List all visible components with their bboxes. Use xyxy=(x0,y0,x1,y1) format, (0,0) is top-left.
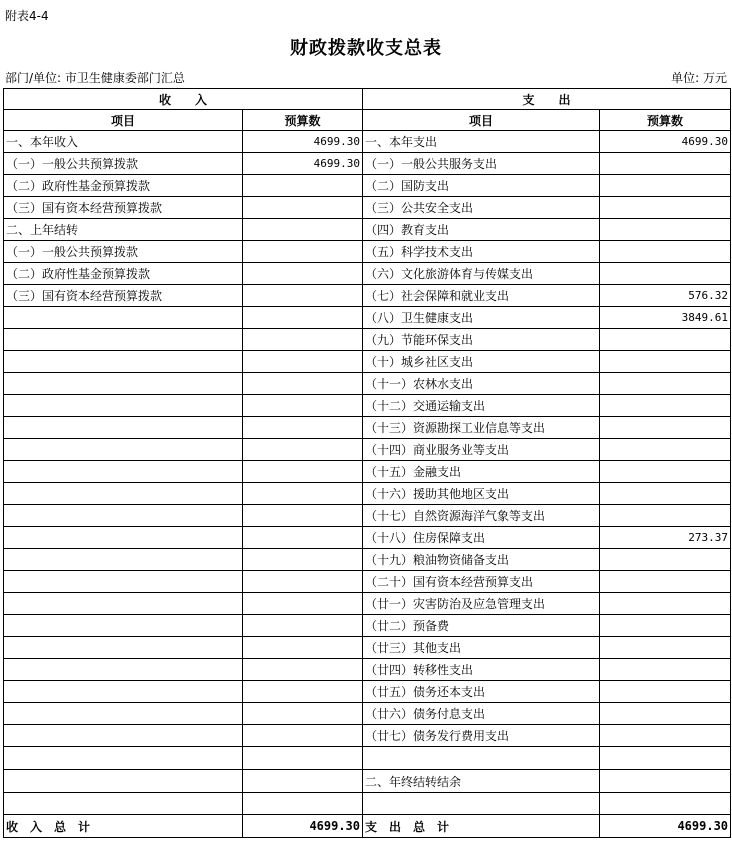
table-row xyxy=(4,615,731,637)
income-item-cell xyxy=(4,703,243,725)
income-value-cell xyxy=(243,615,363,637)
income-value-cell xyxy=(243,241,363,263)
income-item-cell xyxy=(4,329,243,351)
income-value-cell xyxy=(243,461,363,483)
table-row xyxy=(4,793,731,815)
expense-value-cell: 3849.61 xyxy=(600,307,731,329)
expense-item-cell: （廿六）债务付息支出 xyxy=(363,703,600,725)
income-item-cell xyxy=(4,351,243,373)
income-value-cell xyxy=(243,329,363,351)
table-row xyxy=(4,131,731,153)
expense-item-cell: 一、本年支出 xyxy=(363,131,600,153)
expense-value-cell xyxy=(600,329,731,351)
expense-value-cell xyxy=(600,175,731,197)
expense-value-cell xyxy=(600,461,731,483)
income-value-cell xyxy=(243,351,363,373)
expense-value-cell xyxy=(600,351,731,373)
expense-value-cell xyxy=(600,153,731,175)
expense-value-cell xyxy=(600,241,731,263)
expense-item-cell: （十八）住房保障支出 xyxy=(363,527,600,549)
expense-item-cell: （廿一）灾害防治及应急管理支出 xyxy=(363,593,600,615)
expense-value-cell: 4699.30 xyxy=(600,131,731,153)
expense-item-cell: （十三）资源勘探工业信息等支出 xyxy=(363,417,600,439)
expense-value-cell: 576.32 xyxy=(600,285,731,307)
income-item-cell xyxy=(4,527,243,549)
income-value-cell xyxy=(243,637,363,659)
income-item-cell: （一）一般公共预算拨款 xyxy=(4,241,243,263)
table-row xyxy=(4,571,731,593)
expense-value-cell xyxy=(600,417,731,439)
income-item-cell xyxy=(4,793,243,815)
expense-item-cell: （廿二）预备费 xyxy=(363,615,600,637)
table-row xyxy=(4,263,731,285)
income-value-cell xyxy=(243,793,363,815)
expense-item-cell: （四）教育支出 xyxy=(363,219,600,241)
expense-item-cell: （廿三）其他支出 xyxy=(363,637,600,659)
income-value-cell xyxy=(243,505,363,527)
income-value-cell xyxy=(243,770,363,793)
income-value-cell xyxy=(243,747,363,770)
table-row xyxy=(4,747,731,770)
expense-value-cell xyxy=(600,770,731,793)
income-value-cell xyxy=(243,725,363,747)
income-item-cell: （三）国有资本经营预算拨款 xyxy=(4,285,243,307)
expense-value-cell xyxy=(600,615,731,637)
table-row xyxy=(4,153,731,175)
income-item-cell xyxy=(4,659,243,681)
expense-item-cell: （二）国防支出 xyxy=(363,175,600,197)
table-row xyxy=(4,439,731,461)
income-item-cell xyxy=(4,439,243,461)
expense-item-cell: （一）一般公共服务支出 xyxy=(363,153,600,175)
expense-item-cell: （廿七）债务发行费用支出 xyxy=(363,725,600,747)
income-item-cell xyxy=(4,483,243,505)
income-value-cell: 4699.30 xyxy=(243,153,363,175)
expense-item-cell: （十）城乡社区支出 xyxy=(363,351,600,373)
expense-value-cell xyxy=(600,681,731,703)
income-value-cell xyxy=(243,307,363,329)
income-value-cell xyxy=(243,681,363,703)
expense-item-cell: （十二）交通运输支出 xyxy=(363,395,600,417)
table-row xyxy=(4,505,731,527)
income-item-cell xyxy=(4,681,243,703)
income-item-cell xyxy=(4,725,243,747)
income-item-cell xyxy=(4,770,243,793)
expense-value-cell xyxy=(600,439,731,461)
expense-value-cell xyxy=(600,549,731,571)
income-value-cell xyxy=(243,285,363,307)
expense-value-cell xyxy=(600,725,731,747)
expense-item-cell: （三）公共安全支出 xyxy=(363,197,600,219)
table-row xyxy=(4,307,731,329)
income-item-cell xyxy=(4,461,243,483)
expense-item-cell: （廿五）债务还本支出 xyxy=(363,681,600,703)
income-item-cell: 一、本年收入 xyxy=(4,131,243,153)
expense-item-cell: （十九）粮油物资储备支出 xyxy=(363,549,600,571)
table-row xyxy=(4,417,731,439)
income-value-cell xyxy=(243,549,363,571)
totals-row xyxy=(4,815,731,838)
expense-item-cell: （七）社会保障和就业支出 xyxy=(363,285,600,307)
table-row xyxy=(4,351,731,373)
expense-item-cell: （八）卫生健康支出 xyxy=(363,307,600,329)
expense-item-cell: （五）科学技术支出 xyxy=(363,241,600,263)
income-value-cell xyxy=(243,175,363,197)
expense-item-cell: （九）节能环保支出 xyxy=(363,329,600,351)
table-row xyxy=(4,703,731,725)
income-value-cell xyxy=(243,703,363,725)
expense-value-cell xyxy=(600,593,731,615)
income-value-cell xyxy=(243,417,363,439)
expense-item-cell: （六）文化旅游体育与传媒支出 xyxy=(363,263,600,285)
table-row xyxy=(4,373,731,395)
expense-value-cell xyxy=(600,637,731,659)
income-item-cell xyxy=(4,549,243,571)
income-value-cell xyxy=(243,527,363,549)
income-item-cell xyxy=(4,571,243,593)
table-row xyxy=(4,659,731,681)
income-item-cell xyxy=(4,747,243,770)
income-value-cell xyxy=(243,373,363,395)
expense-item-header: 项目 xyxy=(363,110,600,131)
expense-value-cell xyxy=(600,373,731,395)
expense-item-cell xyxy=(363,793,600,815)
income-value-cell xyxy=(243,263,363,285)
income-item-cell: （一）一般公共预算拨款 xyxy=(4,153,243,175)
expense-value-cell xyxy=(600,747,731,770)
unit-label: 单位: 万元 xyxy=(671,71,727,85)
table-row xyxy=(4,197,731,219)
income-budget-header: 预算数 xyxy=(243,110,363,131)
table-row xyxy=(4,770,731,793)
expense-item-cell: （十六）援助其他地区支出 xyxy=(363,483,600,505)
income-item-cell xyxy=(4,417,243,439)
expense-value-cell xyxy=(600,483,731,505)
table-row xyxy=(4,483,731,505)
table-row xyxy=(4,219,731,241)
table-row xyxy=(4,549,731,571)
group-header-row xyxy=(4,89,731,110)
expense-item-cell: （十四）商业服务业等支出 xyxy=(363,439,600,461)
expense-value-cell xyxy=(600,793,731,815)
table-row xyxy=(4,461,731,483)
income-item-cell: （三）国有资本经营预算拨款 xyxy=(4,197,243,219)
expense-budget-header: 预算数 xyxy=(600,110,731,131)
expense-item-cell xyxy=(363,747,600,770)
table-row xyxy=(4,593,731,615)
expense-value-cell xyxy=(600,571,731,593)
table-row xyxy=(4,241,731,263)
income-value-cell xyxy=(243,439,363,461)
income-item-cell xyxy=(4,637,243,659)
expense-item-cell: （十一）农林水支出 xyxy=(363,373,600,395)
income-value-cell xyxy=(243,219,363,241)
expense-value-cell xyxy=(600,395,731,417)
income-total-value: 4699.30 xyxy=(243,815,363,838)
income-item-header: 项目 xyxy=(4,110,243,131)
expense-value-cell xyxy=(600,197,731,219)
income-item-cell xyxy=(4,593,243,615)
income-value-cell xyxy=(243,593,363,615)
expense-total-value: 4699.30 xyxy=(600,815,731,838)
table-row xyxy=(4,637,731,659)
expense-value-cell xyxy=(600,219,731,241)
expense-value-cell xyxy=(600,703,731,725)
table-row xyxy=(4,329,731,351)
income-item-cell: 二、上年结转 xyxy=(4,219,243,241)
income-value-cell: 4699.30 xyxy=(243,131,363,153)
income-item-cell: （二）政府性基金预算拨款 xyxy=(4,175,243,197)
table-row xyxy=(4,725,731,747)
budget-table xyxy=(3,88,731,838)
table-row xyxy=(4,681,731,703)
expense-item-cell: （廿四）转移性支出 xyxy=(363,659,600,681)
expense-item-cell: 二、年终结转结余 xyxy=(363,770,600,793)
expense-value-cell xyxy=(600,505,731,527)
expense-item-cell: （十五）金融支出 xyxy=(363,461,600,483)
income-total-label: 收 入 总 计 xyxy=(4,815,243,838)
table-row xyxy=(4,285,731,307)
income-item-cell xyxy=(4,615,243,637)
income-value-cell xyxy=(243,197,363,219)
table-row xyxy=(4,395,731,417)
income-group-header: 收 入 xyxy=(4,89,363,110)
table-row xyxy=(4,527,731,549)
expense-value-cell: 273.37 xyxy=(600,527,731,549)
income-item-cell xyxy=(4,307,243,329)
income-value-cell xyxy=(243,395,363,417)
expense-item-cell: （二十）国有资本经营预算支出 xyxy=(363,571,600,593)
expense-total-label: 支 出 总 计 xyxy=(363,815,600,838)
page-title: 财政拨款收支总表 xyxy=(290,38,442,59)
column-header-row xyxy=(4,110,731,131)
expense-group-header: 支 出 xyxy=(363,89,731,110)
income-item-cell xyxy=(4,395,243,417)
income-item-cell xyxy=(4,505,243,527)
department-label: 部门/单位: 市卫生健康委部门汇总 xyxy=(5,71,185,85)
income-value-cell xyxy=(243,483,363,505)
income-value-cell xyxy=(243,571,363,593)
table-row xyxy=(4,175,731,197)
expense-value-cell xyxy=(600,263,731,285)
income-item-cell: （二）政府性基金预算拨款 xyxy=(4,263,243,285)
income-item-cell xyxy=(4,373,243,395)
income-value-cell xyxy=(243,659,363,681)
attachment-label: 附表4-4 xyxy=(5,9,49,23)
expense-item-cell: （十七）自然资源海洋气象等支出 xyxy=(363,505,600,527)
expense-value-cell xyxy=(600,659,731,681)
